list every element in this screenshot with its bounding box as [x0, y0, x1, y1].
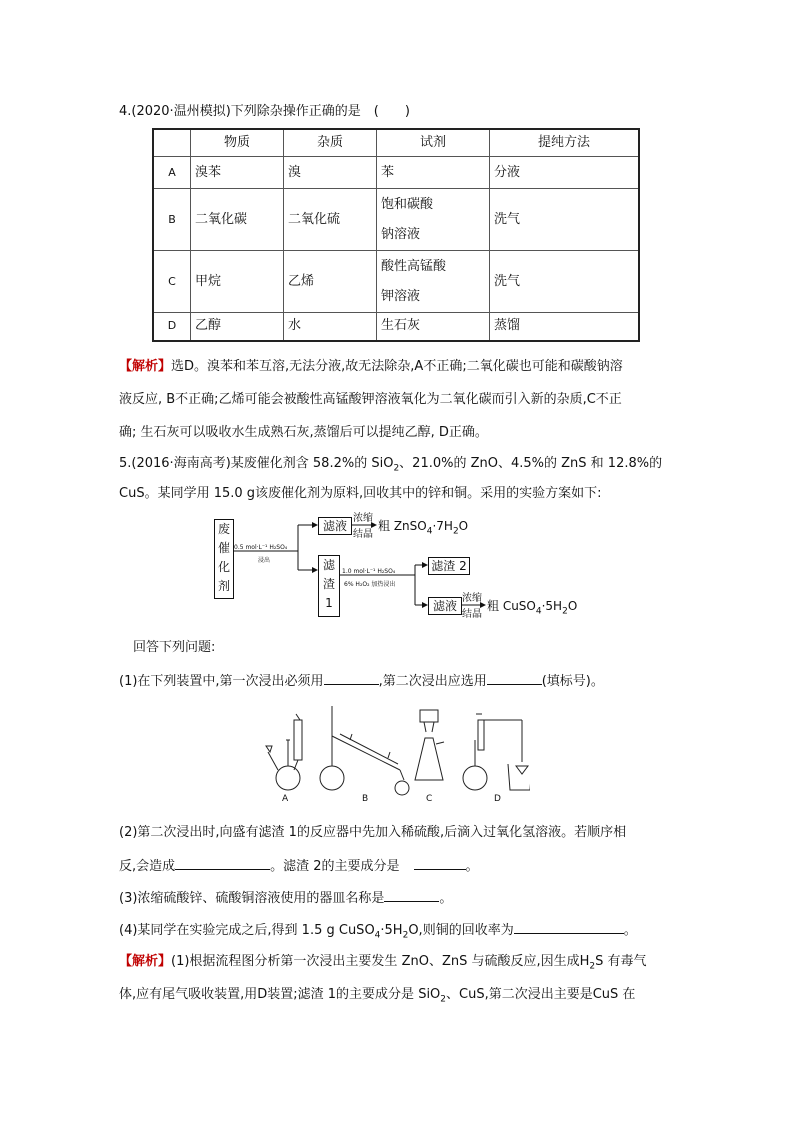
q5-part4: (4)某同学在实验完成之后,得到 1.5 g $CuSO_4\cdot 5H_2O$,则铜的回收率为 。 — [119, 923, 637, 941]
option-cell: C — [153, 251, 191, 313]
impurity-cell: 溴 — [284, 157, 377, 189]
method-cell: 蒸馏 — [490, 313, 640, 341]
table-row — [153, 313, 639, 341]
header-cell: 物质 — [191, 129, 284, 157]
concentrate-label: 浓缩 — [353, 513, 373, 524]
concentrate2-label: 浓缩 — [462, 593, 482, 604]
header-cell — [153, 129, 191, 157]
answer-blank[interactable] — [384, 889, 439, 902]
option-cell: D — [153, 313, 191, 341]
q5-stem-line-1: 5.(2016·海南高考)某废催化剂含 58.2%的 SiO$_2$、21.0%的 ZnO、4.5%的 ZnS 和 12.8%的 — [119, 456, 663, 474]
q4-analysis-line-3: 确; 生石灰可以吸收水生成熟石灰,蒸馏后可以提纯乙醇, D正确。 — [119, 425, 488, 440]
crystallize-label: 结晶 — [353, 529, 373, 540]
substance-cell: 乙醇 — [191, 313, 284, 341]
impurity-cell: 乙烯 — [284, 251, 377, 313]
step1-reagent-label: 0.5 mol·L⁻¹ H₂SO₄ — [234, 544, 288, 551]
header-cell: 试剂 — [377, 129, 490, 157]
q4-table — [152, 128, 640, 342]
answer-blank[interactable] — [324, 672, 379, 685]
substance-cell: 二氧化碳 — [191, 189, 284, 251]
q5-analysis-line-2: 体,应有尾气吸收装置,用D装置;滤渣 1的主要成分是 SiO$_2$、CuS,第二次浸出主要是CuS 在 — [119, 987, 636, 1005]
apparatus-label-a: A — [282, 794, 289, 804]
apparatus-drawing — [260, 700, 530, 810]
filtrate-box: 滤液 — [318, 517, 352, 535]
q4-stem: 4.(2020·温州模拟)下列除杂操作正确的是 ( ) — [119, 104, 410, 119]
option-cell: A — [153, 157, 191, 189]
product-cuso4: 粗 $CuSO_4\cdot 5H_2O$ — [487, 599, 578, 617]
answer-blank[interactable] — [487, 672, 542, 685]
apparatus-label-b: B — [362, 794, 369, 804]
table-header-row — [153, 129, 639, 157]
answer-blank[interactable] — [175, 857, 270, 870]
crystallize2-label: 结晶 — [462, 609, 482, 620]
q4-analysis-line-2: 液反应, B不正确;乙烯可能会被酸性高锰酸钾溶液氧化为二氧化碳而引入新的杂质,C不正 — [119, 392, 622, 407]
q5-part3: (3)浓缩硫酸锌、硫酸铜溶液使用的器皿名称是 。 — [119, 891, 453, 906]
substance-cell: 甲烷 — [191, 251, 284, 313]
analysis-tag: 【解析】 — [119, 954, 172, 969]
apparatus-label-c: C — [426, 794, 433, 804]
reagent-cell: 饱和碳酸 钠溶液 — [377, 189, 490, 251]
reagent-cell: 酸性高锰酸 钾溶液 — [377, 251, 490, 313]
q5-stem-line-2: CuS。某同学用 15.0 g该废催化剂为原料,回收其中的锌和铜。采用的实验方案如下: — [119, 486, 602, 501]
method-cell: 洗气 — [490, 189, 640, 251]
q5-part1: (1)在下列装置中,第一次浸出必须用 ,第二次浸出应选用 (填标号)。 — [119, 674, 604, 689]
waste-catalyst-box: 废 催 化 剂 — [214, 519, 234, 599]
table-row — [153, 189, 639, 251]
answer-blank[interactable] — [514, 921, 624, 934]
impurity-cell: 二氧化硫 — [284, 189, 377, 251]
header-cell: 杂质 — [284, 129, 377, 157]
residue1-box: 滤 渣 1 — [318, 555, 340, 617]
reagent-cell: 生石灰 — [377, 313, 490, 341]
step2-leach-label: 6% H₂O₂ 加热浸出 — [344, 581, 396, 588]
q5-analysis-line-1: 【解析】(1)根据流程图分析第一次浸出主要发生 ZnO、ZnS 与硫酸反应,因生成$H_2S$ 有毒气 — [119, 954, 647, 972]
method-cell: 洗气 — [490, 251, 640, 313]
analysis-tag: 【解析】 — [119, 359, 172, 374]
filtrate2-box: 滤液 — [428, 597, 462, 615]
method-cell: 分液 — [490, 157, 640, 189]
apparatus-figure — [260, 700, 530, 810]
process-flowchart — [210, 513, 610, 620]
option-cell: B — [153, 189, 191, 251]
impurity-cell: 水 — [284, 313, 377, 341]
answer-blank[interactable] — [414, 857, 466, 870]
substance-cell: 溴苯 — [191, 157, 284, 189]
reagent-cell: 苯 — [377, 157, 490, 189]
table-row — [153, 157, 639, 189]
table-row — [153, 251, 639, 313]
q5-intro: 回答下列问题: — [133, 640, 216, 655]
q5-part2-line-1: (2)第二次浸出时,向盛有滤渣 1的反应器中先加入稀硫酸,后滴入过氧化氢溶液。若顺序相 — [119, 825, 627, 840]
step1-leach-label: 浸出 — [258, 557, 271, 564]
q4-analysis-line-1: 【解析】选D。溴苯和苯互溶,无法分液,故无法除杂,A不正确;二氧化碳也可能和碳酸钠溶 — [119, 359, 623, 374]
q5-part2-line-2: 反,会造成 。滤渣 2的主要成分是 。 — [119, 859, 479, 874]
product-znso4: 粗 $ZnSO_4\cdot 7H_2O$ — [378, 519, 469, 537]
step2-reagent-label: 1.0 mol·L⁻¹ H₂SO₄ — [342, 568, 396, 575]
header-cell: 提纯方法 — [490, 129, 640, 157]
apparatus-label-d: D — [494, 794, 501, 804]
residue2-box: 滤渣 2 — [428, 557, 470, 575]
